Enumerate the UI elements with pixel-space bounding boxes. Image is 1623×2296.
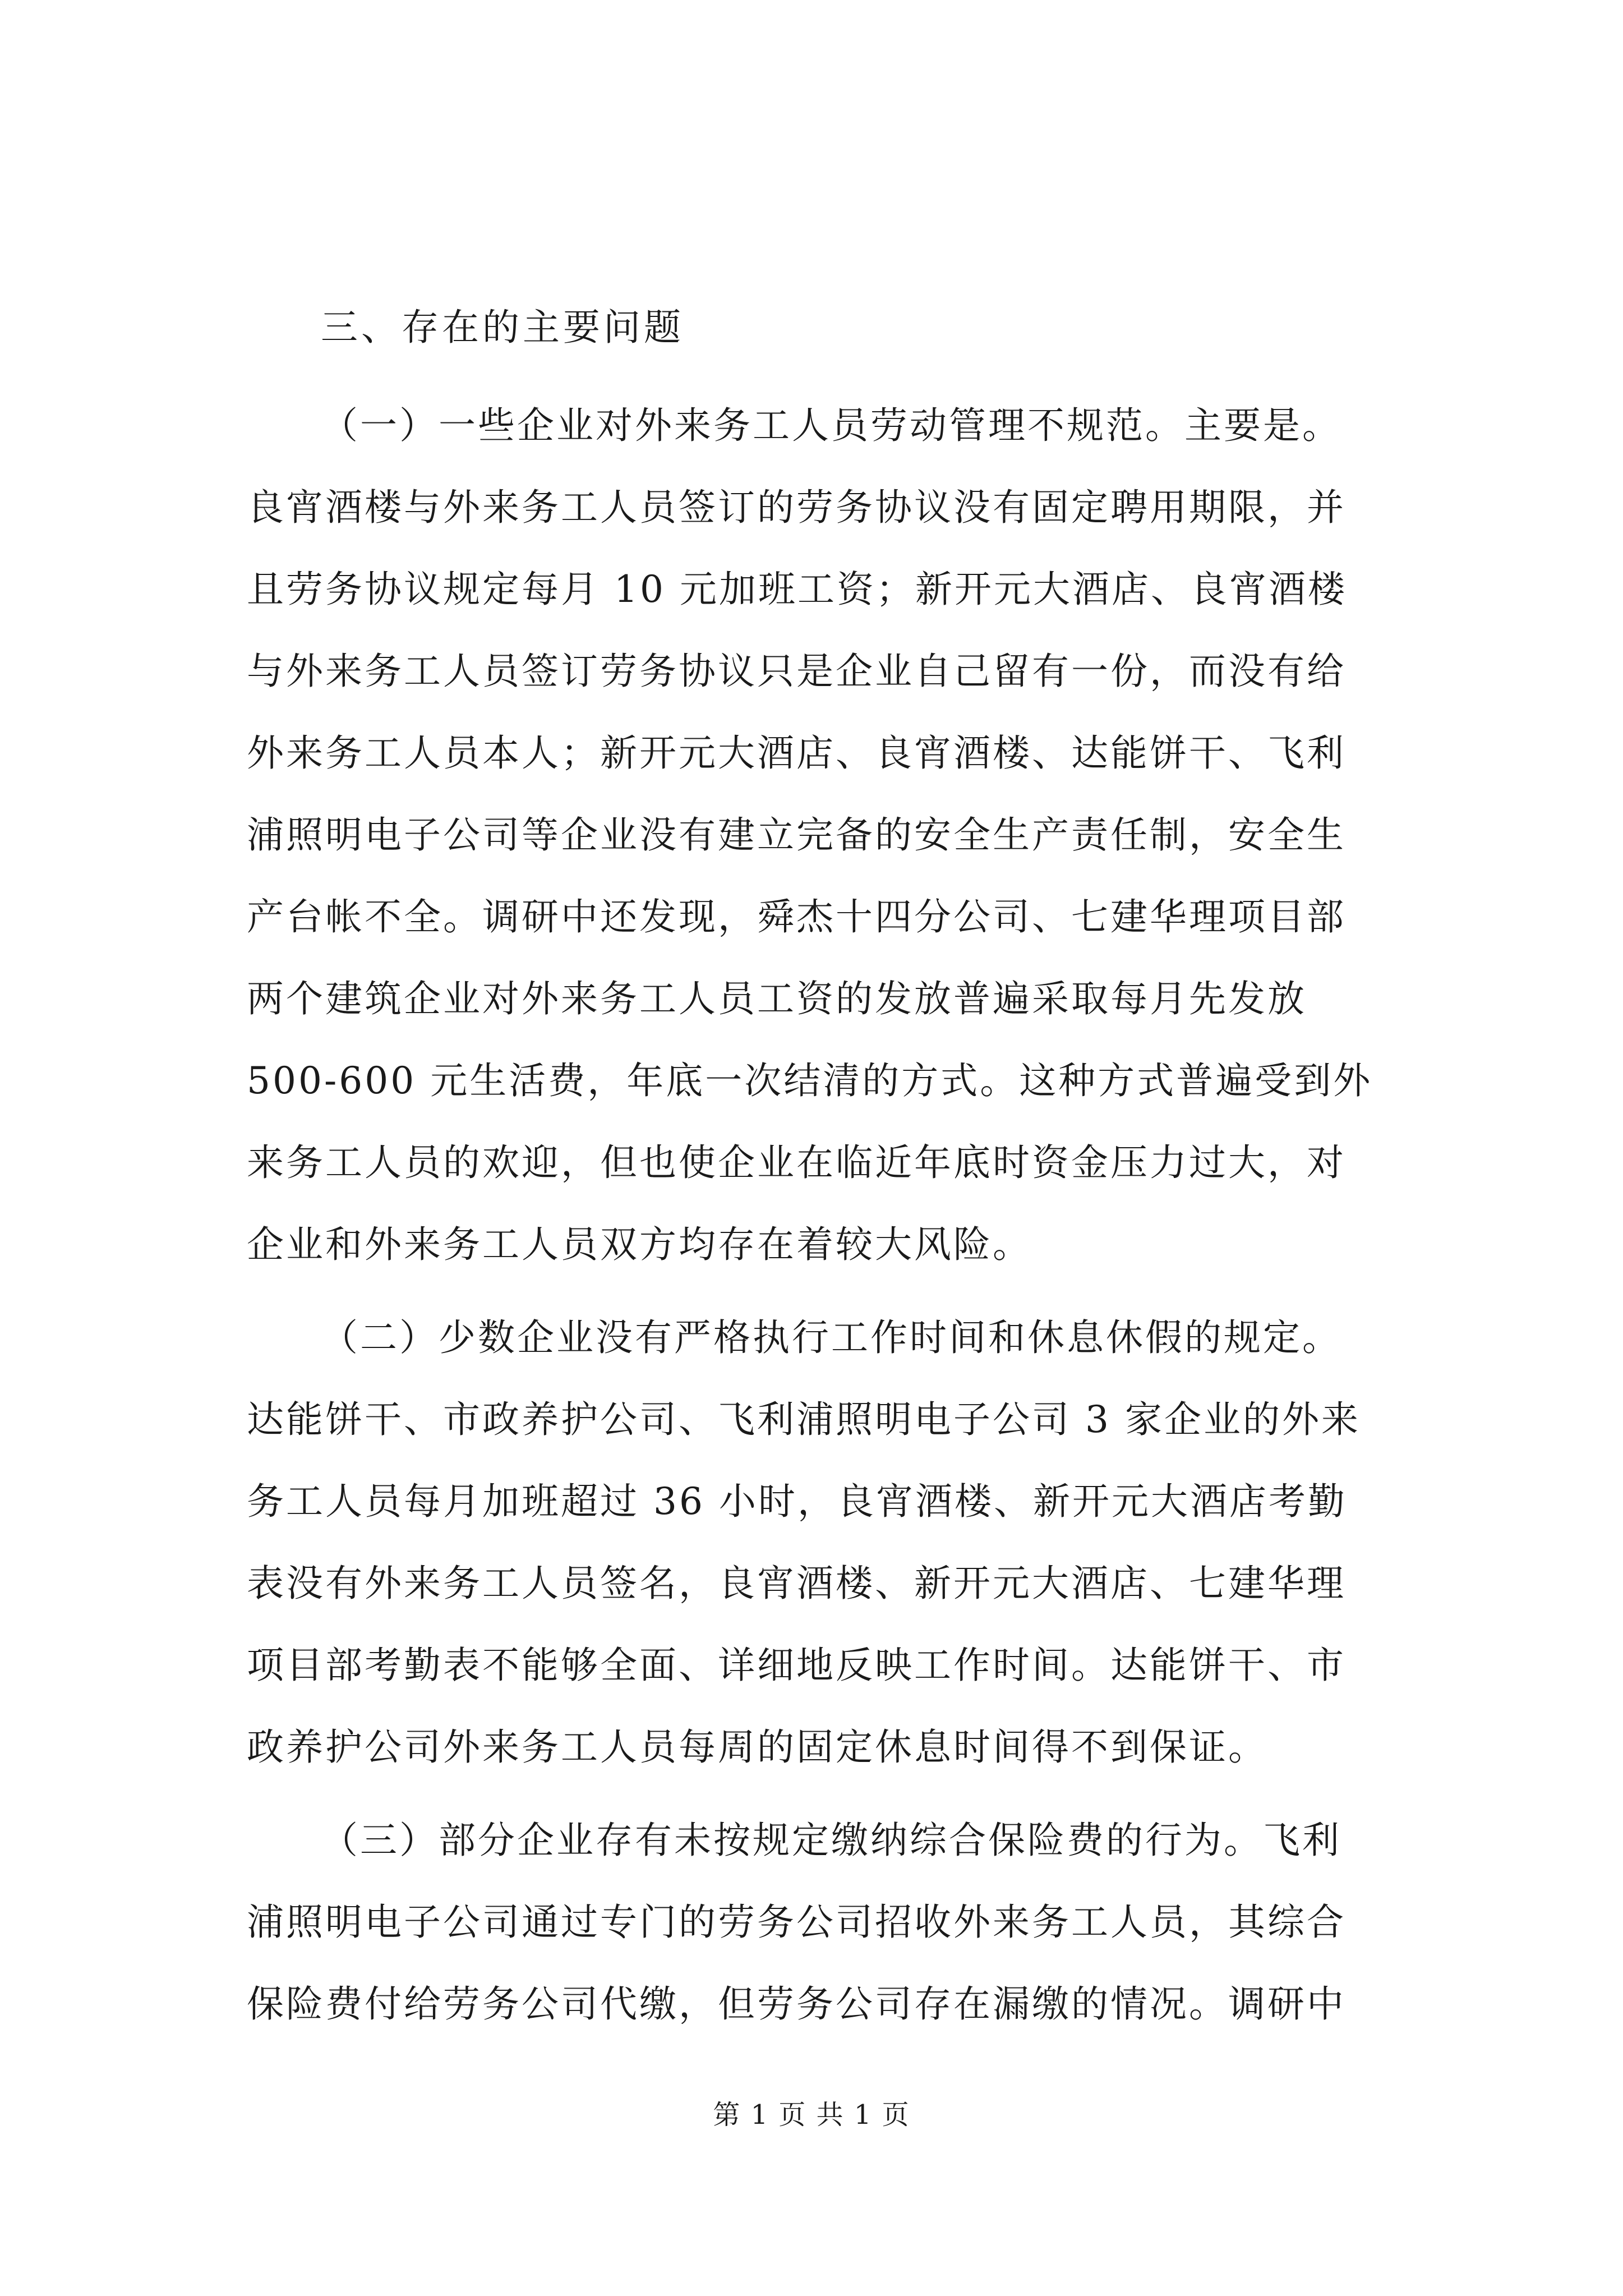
paragraph-2 <box>247 1297 1402 1788</box>
paragraph-line: 浦照明电子公司等企业没有建立完备的安全生产责任制，安全生 <box>247 813 1346 857</box>
page-footer: 第 1 页 共 1 页 <box>713 2099 910 2131</box>
paragraph-line: 外来务工人员本人；新开元大酒店、良宵酒楼、达能饼干、飞利 <box>247 731 1346 775</box>
paragraph-line: 两个建筑企业对外来务工人员工资的发放普遍采取每月先发放 <box>247 977 1307 1020</box>
paragraph-line: 500-600 元生活费，年底一次结清的方式。这种方式普遍受到外 <box>247 1059 1373 1102</box>
paragraph-line: 项目部考勤表不能够全面、详细地反映工作时间。达能饼干、市 <box>247 1644 1346 1687</box>
paragraph-line: （二）少数企业没有严格执行工作时间和休息休假的规定。 <box>321 1316 1341 1359</box>
paragraph-line: 浦照明电子公司通过专门的劳务公司招收外来务工人员，其综合 <box>247 1901 1346 1944</box>
paragraph-1 <box>247 385 1402 1286</box>
paragraph-line: 保险费付给劳务公司代缴，但劳务公司存在漏缴的情况。调研中 <box>247 1982 1346 2026</box>
paragraph-line: 与外来务工人员签订劳务协议只是企业自己留有一份，而没有给 <box>247 650 1346 693</box>
paragraph-line: 且劳务协议规定每月 10 元加班工资；新开元大酒店、良宵酒楼 <box>247 568 1347 611</box>
paragraph-line: 良宵酒楼与外来务工人员签订的劳务协议没有固定聘用期限，并 <box>247 486 1346 529</box>
paragraph-line: 产台帐不全。调研中还发现，舜杰十四分公司、七建华理项目部 <box>247 895 1346 938</box>
paragraph-line: 来务工人员的欢迎，但也使企业在临近年底时资金压力过大，对 <box>247 1141 1346 1184</box>
section-heading: 三、存在的主要问题 <box>321 306 684 349</box>
paragraph-line: 表没有外来务工人员签名，良宵酒楼、新开元大酒店、七建华理 <box>247 1562 1346 1605</box>
paragraph-line: 企业和外来务工人员双方均存在着较大风险。 <box>247 1223 1032 1266</box>
paragraph-3 <box>247 1800 1402 2045</box>
paragraph-line: （一）一些企业对外来务工人员劳动管理不规范。主要是。 <box>321 404 1341 447</box>
paragraph-line: （三）部分企业存有未按规定缴纳综合保险费的行为。飞利 <box>321 1819 1341 1862</box>
document-body <box>247 303 1402 2056</box>
paragraph-line: 务工人员每月加班超过 36 小时，良宵酒楼、新开元大酒店考勤 <box>247 1480 1347 1523</box>
paragraph-line: 达能饼干、市政养护公司、飞利浦照明电子公司 3 家企业的外来 <box>247 1398 1361 1441</box>
paragraph-line: 政养护公司外来务工人员每周的固定休息时间得不到保证。 <box>247 1726 1267 1769</box>
